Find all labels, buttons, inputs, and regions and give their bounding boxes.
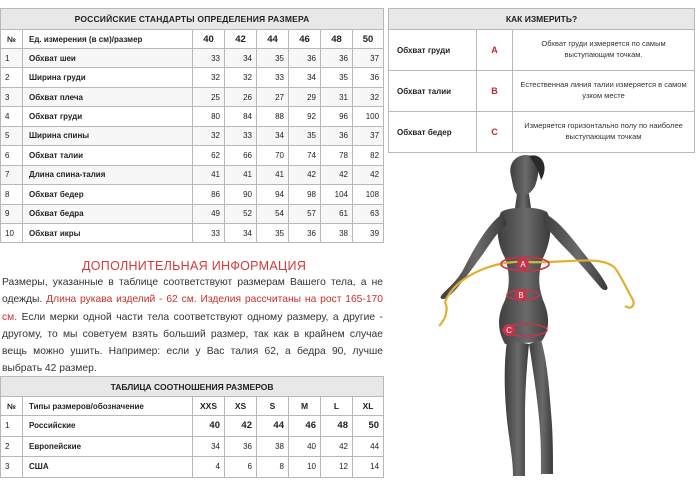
table-row (1, 416, 384, 437)
cell-value: 36 (353, 68, 384, 87)
marker-c-label: C (506, 326, 512, 335)
cell-value: 35 (289, 126, 321, 145)
table-row (1, 49, 384, 68)
size-header: 46 (289, 30, 321, 49)
cell-value: 39 (353, 223, 384, 242)
table-row (1, 87, 384, 106)
cell-value: 34 (193, 436, 225, 457)
info-text-highlight: Длина рукава изделий - 62 см. Изделия рассчитаны на рост 165-170 см. (2, 294, 384, 323)
measure-name: Обхват бедер (389, 112, 477, 153)
row-label: Обхват бедра (23, 204, 193, 223)
cell-value: 66 (225, 146, 257, 165)
table-row (1, 457, 384, 478)
size-ratio-table (0, 376, 384, 478)
measure-row (389, 71, 695, 112)
row-label: Ширина спины (23, 126, 193, 145)
table-row (1, 204, 384, 223)
row-number: 5 (1, 126, 23, 145)
cell-value: 90 (225, 185, 257, 204)
cell-value: 42 (353, 165, 384, 184)
cell-value: 40 (193, 416, 225, 437)
cell-value: 4 (193, 457, 225, 478)
cell-value: 37 (353, 49, 384, 68)
row-label: Европейские (23, 436, 193, 457)
cell-value: 40 (289, 436, 321, 457)
cell-value: 12 (321, 457, 353, 478)
cell-value: 32 (193, 68, 225, 87)
cell-value: 34 (225, 223, 257, 242)
cell-value: 42 (289, 165, 321, 184)
cell-value: 26 (225, 87, 257, 106)
row-number: 6 (1, 146, 23, 165)
size-header: S (257, 397, 289, 416)
cell-value: 36 (289, 223, 321, 242)
marker-a-label: A (520, 260, 526, 269)
measure-letter: B (477, 71, 513, 112)
row-label: Обхват бедер (23, 185, 193, 204)
cell-value: 86 (193, 185, 225, 204)
measure-row (389, 30, 695, 71)
cell-value: 70 (257, 146, 289, 165)
cell-value: 57 (289, 204, 321, 223)
size-header: 50 (353, 30, 384, 49)
cell-value: 25 (193, 87, 225, 106)
cell-value: 88 (257, 107, 289, 126)
cell-value: 96 (321, 107, 353, 126)
cell-value: 36 (225, 436, 257, 457)
cell-value: 38 (321, 223, 353, 242)
info-text-part: Размеры, указанные в таблице соответствуют размерам Вашего тела, а не одежды. (2, 277, 383, 306)
size-header: XS (225, 397, 257, 416)
cell-value: 44 (353, 436, 384, 457)
info-text-part: Если мерки одной части тела соответствуют одному размеру, а другие - другому, то мы советуем взять больший размер, так как в крайнем случае вещь можно ушить. Например: если у Вас талия 62, а бедра 90, лучше выбрать 42 размер. (2, 311, 383, 375)
row-label: Обхват шеи (23, 49, 193, 68)
cell-value: 94 (257, 185, 289, 204)
measure-description: Обхват груди измеряется по самым выступающим точкам. (513, 30, 695, 71)
cell-value: 104 (321, 185, 353, 204)
cell-value: 98 (289, 185, 321, 204)
cell-value: 36 (289, 49, 321, 68)
additional-info-title: ДОПОЛНИТЕЛЬНАЯ ИНФОРМАЦИЯ (82, 259, 307, 273)
row-number: 3 (1, 457, 23, 478)
cell-value: 61 (321, 204, 353, 223)
table-row (1, 185, 384, 204)
cell-value: 34 (257, 126, 289, 145)
row-number: 10 (1, 223, 23, 242)
label-header: Ед. измерения (в см)/размер (23, 30, 193, 49)
row-label: Обхват икры (23, 223, 193, 242)
measure-table-title: КАК ИЗМЕРИТЬ? (389, 9, 695, 30)
size-header: 48 (321, 30, 353, 49)
cell-value: 35 (257, 49, 289, 68)
cell-value: 78 (321, 146, 353, 165)
cell-value: 33 (193, 49, 225, 68)
cell-value: 92 (289, 107, 321, 126)
row-number: 7 (1, 165, 23, 184)
cell-value: 35 (321, 68, 353, 87)
table-row (1, 165, 384, 184)
table-row (1, 68, 384, 87)
row-label: Российские (23, 416, 193, 437)
size-header: 42 (225, 30, 257, 49)
num-header: № (1, 397, 23, 416)
measure-description: Естественная линия талии измеряется в самом узком месте (513, 71, 695, 112)
cell-value: 6 (225, 457, 257, 478)
cell-value: 74 (289, 146, 321, 165)
cell-value: 62 (193, 146, 225, 165)
row-label: США (23, 457, 193, 478)
size-header: 40 (193, 30, 225, 49)
cell-value: 32 (225, 68, 257, 87)
measure-row (389, 112, 695, 153)
row-label: Длина спина-талия (23, 165, 193, 184)
cell-value: 49 (193, 204, 225, 223)
table-row (1, 146, 384, 165)
cell-value: 27 (257, 87, 289, 106)
row-label: Обхват талии (23, 146, 193, 165)
cell-value: 10 (289, 457, 321, 478)
cell-value: 36 (321, 49, 353, 68)
cell-value: 36 (321, 126, 353, 145)
silhouette (441, 155, 608, 476)
num-header: № (1, 30, 23, 49)
cell-value: 41 (193, 165, 225, 184)
cell-value: 31 (321, 87, 353, 106)
cell-value: 32 (193, 126, 225, 145)
measure-letter: C (477, 112, 513, 153)
size-header: XL (353, 397, 384, 416)
cell-value: 52 (225, 204, 257, 223)
cell-value: 41 (257, 165, 289, 184)
measure-name: Обхват талии (389, 71, 477, 112)
row-label: Обхват плеча (23, 87, 193, 106)
size-header: 44 (257, 30, 289, 49)
measure-letter: A (477, 30, 513, 71)
cell-value: 108 (353, 185, 384, 204)
cell-value: 38 (257, 436, 289, 457)
cell-value: 63 (353, 204, 384, 223)
row-number: 4 (1, 107, 23, 126)
row-number: 8 (1, 185, 23, 204)
cell-value: 34 (225, 49, 257, 68)
label-header: Типы размеров/обозначение (23, 397, 193, 416)
size-table-title: РОССИЙСКИЕ СТАНДАРТЫ ОПРЕДЕЛЕНИЯ РАЗМЕРА (1, 9, 384, 30)
cell-value: 33 (225, 126, 257, 145)
measure-description: Измеряется горизонтально полу по наиболее выступающим точкам (513, 112, 695, 153)
size-standards-table (0, 8, 384, 243)
cell-value: 50 (353, 416, 384, 437)
cell-value: 33 (257, 68, 289, 87)
table-row (1, 436, 384, 457)
cell-value: 41 (225, 165, 257, 184)
marker-c (503, 324, 515, 336)
row-number: 1 (1, 416, 23, 437)
cell-value: 42 (321, 436, 353, 457)
body-measurement-figure (425, 150, 690, 482)
cell-value: 33 (193, 223, 225, 242)
cell-value: 42 (321, 165, 353, 184)
cell-value: 44 (257, 416, 289, 437)
size-header: XXS (193, 397, 225, 416)
row-number: 2 (1, 436, 23, 457)
cell-value: 35 (257, 223, 289, 242)
size-header: M (289, 397, 321, 416)
cell-value: 14 (353, 457, 384, 478)
size-header: L (321, 397, 353, 416)
marker-b-label: B (518, 291, 524, 300)
table-row (1, 126, 384, 145)
ratio-table-title: ТАБЛИЦА СООТНОШЕНИЯ РАЗМЕРОВ (1, 377, 384, 397)
row-number: 2 (1, 68, 23, 87)
cell-value: 100 (353, 107, 384, 126)
table-row (1, 107, 384, 126)
marker-b (515, 289, 527, 301)
cell-value: 80 (193, 107, 225, 126)
how-to-measure-table (388, 8, 695, 153)
cell-value: 82 (353, 146, 384, 165)
additional-info-text (2, 274, 383, 378)
row-number: 3 (1, 87, 23, 106)
cell-value: 29 (289, 87, 321, 106)
cell-value: 48 (321, 416, 353, 437)
measuring-tape-end (439, 302, 447, 326)
row-number: 1 (1, 49, 23, 68)
cell-value: 54 (257, 204, 289, 223)
cell-value: 37 (353, 126, 384, 145)
cell-value: 46 (289, 416, 321, 437)
measure-name: Обхват груди (389, 30, 477, 71)
cell-value: 42 (225, 416, 257, 437)
cell-value: 32 (353, 87, 384, 106)
row-number: 9 (1, 204, 23, 223)
cell-value: 34 (289, 68, 321, 87)
cell-value: 84 (225, 107, 257, 126)
table-row (1, 223, 384, 242)
row-label: Обхват груди (23, 107, 193, 126)
row-label: Ширина груди (23, 68, 193, 87)
cell-value: 8 (257, 457, 289, 478)
marker-a (517, 258, 529, 270)
